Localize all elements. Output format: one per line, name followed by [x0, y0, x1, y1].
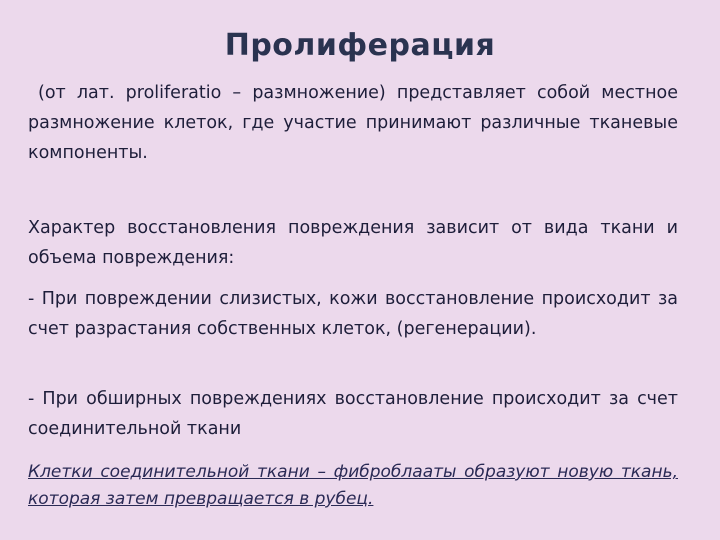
recovery-intro-paragraph: Характер восстановления повреждения зависит от вида ткани и объема повреждения:: [28, 218, 678, 268]
slide-title: Пролиферация: [224, 28, 496, 63]
definition-paragraph: (от лат. proliferatio – размножение) представляет собой местное размножение клеток, где участие принимают различные тканевые компоненты.: [28, 83, 678, 163]
mucosa-skin-damage-paragraph: - При повреждении слизистых, кожи восстановление происходит за счет разрастания собственных клеток, (регенерации).: [28, 289, 678, 339]
fibroblast-note: Клетки соединительной ткани – фиброблааты образуют новую ткань, которая затем превращается в рубец.: [28, 462, 678, 509]
extensive-damage-paragraph: - При обширных повреждениях восстановление происходит за счет соединительной ткани: [28, 389, 678, 439]
